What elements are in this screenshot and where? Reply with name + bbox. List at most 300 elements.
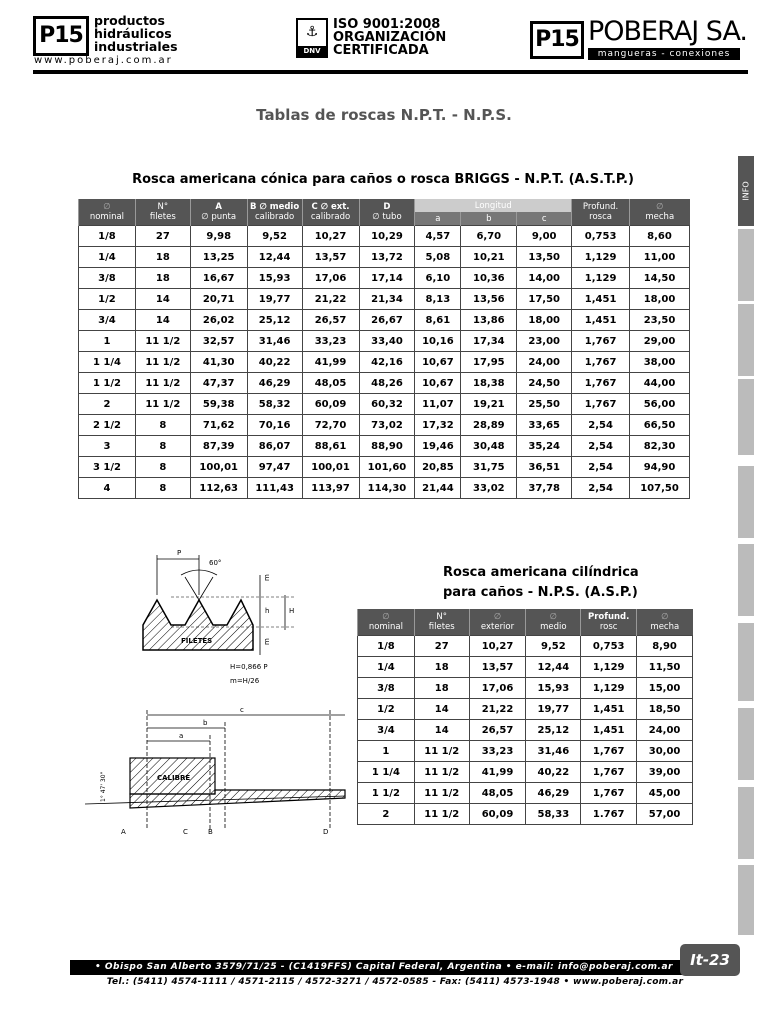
header-bottom: filetes xyxy=(428,622,455,632)
brand-subtitle: mangueras - conexiones xyxy=(588,48,740,60)
table-cell: 21,44 xyxy=(415,478,461,499)
table-row xyxy=(79,226,690,247)
table-cell: 40,22 xyxy=(247,352,302,373)
header-cell xyxy=(359,199,415,226)
header-top: N° xyxy=(436,612,448,622)
header-cell xyxy=(414,609,469,636)
table-cell: 59,38 xyxy=(190,394,247,415)
header-top: ∅ xyxy=(103,202,111,212)
table-cell: 1,129 xyxy=(572,247,630,268)
header-cell xyxy=(469,609,526,636)
website-text: www.poberaj.com.ar xyxy=(34,55,173,66)
header-top: ∅ xyxy=(661,612,669,622)
table-cell: 17,14 xyxy=(359,268,415,289)
header-cell xyxy=(358,609,415,636)
table-cell: 18 xyxy=(414,657,469,678)
table-cell: 9,52 xyxy=(526,636,581,657)
table-cell: 4 xyxy=(79,478,136,499)
table-cell: 45,00 xyxy=(637,783,693,804)
table-cell: 3/8 xyxy=(79,268,136,289)
table-cell: 1,767 xyxy=(572,394,630,415)
table-cell: 60,32 xyxy=(359,394,415,415)
table-cell: 21,22 xyxy=(302,289,359,310)
table-row xyxy=(358,636,693,657)
table-cell: 27 xyxy=(414,636,469,657)
company-line: productos xyxy=(94,13,165,28)
table-cell: 100,01 xyxy=(302,457,359,478)
thread-gauge-diagram xyxy=(75,700,355,850)
table-cell: 0,753 xyxy=(572,226,630,247)
table-cell: 11 1/2 xyxy=(135,373,190,394)
table-cell: 70,16 xyxy=(247,415,302,436)
table-cell: 24,00 xyxy=(637,720,693,741)
iso-line: CERTIFICADA xyxy=(333,43,429,58)
table-cell: 12,44 xyxy=(526,657,581,678)
table-cell: 11 1/2 xyxy=(135,394,190,415)
table-cell: 41,30 xyxy=(190,352,247,373)
table-cell: 1,129 xyxy=(572,268,630,289)
label-B: B xyxy=(208,828,213,836)
side-tab[interactable] xyxy=(737,303,755,377)
table-row xyxy=(79,478,690,499)
label-angle: 1° 47' 30" xyxy=(100,771,107,802)
table-cell: 10,29 xyxy=(359,226,415,247)
table-cell: 19,46 xyxy=(415,436,461,457)
company-line: hidráulicos xyxy=(94,26,172,41)
table-cell: 56,00 xyxy=(630,394,690,415)
company-logo-left: P15 xyxy=(33,16,89,56)
company-logo-right: P15 xyxy=(530,21,584,59)
table-cell: 1/2 xyxy=(79,289,136,310)
table-cell: 58,32 xyxy=(247,394,302,415)
table-cell: 2 xyxy=(358,804,415,825)
table-cell: 1,767 xyxy=(572,352,630,373)
table-cell: 14,00 xyxy=(517,268,572,289)
table-row xyxy=(79,247,690,268)
table-cell: 1,451 xyxy=(581,699,637,720)
label-a: a xyxy=(179,732,184,740)
table-cell: 11 1/2 xyxy=(414,762,469,783)
table-cell: 58,33 xyxy=(526,804,581,825)
table-cell: 1,767 xyxy=(581,783,637,804)
table-cell: 24,00 xyxy=(517,352,572,373)
header-cell xyxy=(637,609,693,636)
header-top: ∅ xyxy=(656,202,664,212)
table-cell: 111,43 xyxy=(247,478,302,499)
iso-certification-text xyxy=(333,18,446,57)
table-cell: 8 xyxy=(135,457,190,478)
table-row xyxy=(79,268,690,289)
table-cell: 1,451 xyxy=(572,310,630,331)
table-cell: 1/4 xyxy=(79,247,136,268)
table-cell: 19,77 xyxy=(247,289,302,310)
table-cell: 1,767 xyxy=(572,331,630,352)
table-cell: 12,44 xyxy=(247,247,302,268)
table-cell: 2,54 xyxy=(572,436,630,457)
table-cell: 11,07 xyxy=(415,394,461,415)
company-line: industriales xyxy=(94,39,178,54)
table-cell: 41,99 xyxy=(302,352,359,373)
table-cell: 1 xyxy=(358,741,415,762)
side-tab-info[interactable] xyxy=(737,155,755,227)
table-cell: 18,00 xyxy=(517,310,572,331)
table-cell: 25,12 xyxy=(247,310,302,331)
table-cell: 44,00 xyxy=(630,373,690,394)
table-cell: 1 1/2 xyxy=(358,783,415,804)
iso-line: ORGANIZACIÓN xyxy=(333,30,447,45)
header-bottom: exterior xyxy=(480,622,515,632)
table-cell: 15,93 xyxy=(247,268,302,289)
table-cell: 18 xyxy=(135,268,190,289)
side-tab[interactable] xyxy=(737,378,755,456)
table-cell: 3/4 xyxy=(358,720,415,741)
table-cell: 3 xyxy=(79,436,136,457)
label-C: C xyxy=(183,828,188,836)
table-cell: 20,85 xyxy=(415,457,461,478)
table-cell: 8,60 xyxy=(630,226,690,247)
table-cell: 32,57 xyxy=(190,331,247,352)
header-cell xyxy=(630,199,690,226)
table-cell: 33,65 xyxy=(517,415,572,436)
header-top: D xyxy=(383,202,391,212)
table-cell: 15,93 xyxy=(526,678,581,699)
table-cell: 13,56 xyxy=(461,289,517,310)
header-cell xyxy=(302,199,359,226)
table-row xyxy=(79,394,690,415)
header-cell xyxy=(190,199,247,226)
side-tab[interactable] xyxy=(737,786,755,860)
header-top: Profund. xyxy=(582,202,619,212)
table-cell: 11,50 xyxy=(637,657,693,678)
label-filetes: FILETES xyxy=(181,637,213,645)
table-cell: 18 xyxy=(135,247,190,268)
table-cell: 42,16 xyxy=(359,352,415,373)
table-cell: 39,00 xyxy=(637,762,693,783)
table-cell: 73,02 xyxy=(359,415,415,436)
table-cell: 48,05 xyxy=(302,373,359,394)
header-cell xyxy=(526,609,581,636)
table-cell: 97,47 xyxy=(247,457,302,478)
table-row xyxy=(79,373,690,394)
label-p: P xyxy=(177,549,182,557)
table-cell: 1 1/2 xyxy=(79,373,136,394)
page-title: Tablas de roscas N.P.T. - N.P.S. xyxy=(256,106,512,124)
header-bottom: calibrado xyxy=(254,212,295,222)
dnv-label: DNV xyxy=(298,46,326,56)
table-cell: 10,21 xyxy=(461,247,517,268)
header-bottom: rosc xyxy=(599,622,618,632)
table-cell: 1,767 xyxy=(572,373,630,394)
table-cell: 1/8 xyxy=(358,636,415,657)
header-cell-longitud xyxy=(415,199,572,212)
table-cell: 0,753 xyxy=(581,636,637,657)
table-row xyxy=(79,436,690,457)
table-cell: 5,08 xyxy=(415,247,461,268)
table-cell: 72,70 xyxy=(302,415,359,436)
table-cell: 33,23 xyxy=(302,331,359,352)
table-cell: 46,29 xyxy=(247,373,302,394)
table-cell: 41,99 xyxy=(469,762,526,783)
table-cell: 14 xyxy=(135,289,190,310)
header-bottom: mecha xyxy=(645,212,675,222)
formula-2: m=H/26 xyxy=(230,677,260,685)
table-cell: 2 xyxy=(79,394,136,415)
table-cell: 112,63 xyxy=(190,478,247,499)
table-cell: 88,90 xyxy=(359,436,415,457)
nps-thread-table xyxy=(357,609,693,825)
table-cell: 26,02 xyxy=(190,310,247,331)
table-row xyxy=(358,678,693,699)
table1-title: Rosca americana cónica para caños o rosca BRIGGS - N.P.T. (A.S.T.P.) xyxy=(132,172,634,187)
side-tab[interactable] xyxy=(737,543,755,617)
table-cell: 17,50 xyxy=(517,289,572,310)
label-m-bottom: m xyxy=(263,638,271,645)
table-cell: 1/8 xyxy=(79,226,136,247)
table-cell: 107,50 xyxy=(630,478,690,499)
label-calibre: CALIBRE xyxy=(157,774,191,782)
table-cell: 37,78 xyxy=(517,478,572,499)
table-row xyxy=(79,457,690,478)
header-top: B ∅ medio xyxy=(250,202,300,212)
subheader-a: a xyxy=(415,212,461,226)
table-cell: 3/4 xyxy=(79,310,136,331)
footer-contact: Tel.: (5411) 4574-1111 / 4571-2115 / 4572-3271 / 4572-0585 - Fax: (5411) 4573-1948 • www.poberaj.com.ar xyxy=(106,977,684,987)
header-top: Longitud xyxy=(474,200,512,211)
table-cell: 101,60 xyxy=(359,457,415,478)
table-cell: 35,24 xyxy=(517,436,572,457)
table-cell: 31,46 xyxy=(526,741,581,762)
table-cell: 71,62 xyxy=(190,415,247,436)
table-cell: 1,767 xyxy=(581,762,637,783)
footer-address: • Obispo San Alberto 3579/71/25 - (C1419FFS) Capital Federal, Argentina • e-mail: info@poberaj.com.ar xyxy=(70,960,698,975)
table-cell: 23,00 xyxy=(517,331,572,352)
table-cell: 1,451 xyxy=(581,720,637,741)
header-bottom: ∅ punta xyxy=(201,212,237,222)
header-top: ∅ xyxy=(493,612,502,622)
table-cell: 26,57 xyxy=(469,720,526,741)
iso-line: ISO 9001:2008 xyxy=(333,17,441,32)
table-cell: 9,00 xyxy=(517,226,572,247)
table-cell: 46,29 xyxy=(526,783,581,804)
table-cell: 3 1/2 xyxy=(79,457,136,478)
table-cell: 10,27 xyxy=(469,636,526,657)
table-cell: 8,61 xyxy=(415,310,461,331)
table-cell: 30,00 xyxy=(637,741,693,762)
table-cell: 17,34 xyxy=(461,331,517,352)
table-cell: 11 1/2 xyxy=(135,352,190,373)
table-cell: 6,10 xyxy=(415,268,461,289)
header-top: A xyxy=(215,202,222,212)
table-cell: 18 xyxy=(414,678,469,699)
table-row xyxy=(358,804,693,825)
npt-thread-table xyxy=(78,199,690,499)
table-cell: 27 xyxy=(135,226,190,247)
table-row xyxy=(79,352,690,373)
table-row xyxy=(79,331,690,352)
table-cell: 3/8 xyxy=(358,678,415,699)
table-cell: 19,21 xyxy=(461,394,517,415)
header-divider xyxy=(33,70,748,74)
table-cell: 13,57 xyxy=(469,657,526,678)
table-cell: 21,34 xyxy=(359,289,415,310)
thread-profile-diagram xyxy=(135,545,310,690)
table-cell: 9,98 xyxy=(190,226,247,247)
header-top: C ∅ ext. xyxy=(311,202,350,212)
table-row xyxy=(79,310,690,331)
table-row xyxy=(358,657,693,678)
table-cell: 57,00 xyxy=(637,804,693,825)
table-cell: 33,23 xyxy=(469,741,526,762)
table-row xyxy=(79,415,690,436)
table-cell: 19,77 xyxy=(526,699,581,720)
brand-name: POBERAJ SA. xyxy=(588,16,748,47)
header-bottom: nominal xyxy=(89,212,125,222)
header-cell xyxy=(135,199,190,226)
table-cell: 38,00 xyxy=(630,352,690,373)
header-bottom: nominal xyxy=(368,622,403,632)
table-cell: 2,54 xyxy=(572,415,630,436)
header-cell xyxy=(572,199,630,226)
table-cell: 87,39 xyxy=(190,436,247,457)
table-cell: 1,451 xyxy=(572,289,630,310)
header-bottom: filetes xyxy=(149,212,176,222)
header-top: N° xyxy=(157,202,169,212)
table-cell: 47,37 xyxy=(190,373,247,394)
formula-1: H=0,866 P xyxy=(230,663,268,671)
table-cell: 13,86 xyxy=(461,310,517,331)
table-cell: 2 1/2 xyxy=(79,415,136,436)
table-cell: 8 xyxy=(135,415,190,436)
table-cell: 1/2 xyxy=(358,699,415,720)
table-cell: 9,52 xyxy=(247,226,302,247)
table-cell: 8 xyxy=(135,478,190,499)
table-cell: 17,95 xyxy=(461,352,517,373)
table-cell: 25,50 xyxy=(517,394,572,415)
table-row xyxy=(358,783,693,804)
table-row xyxy=(358,720,693,741)
side-tab[interactable] xyxy=(737,864,755,936)
table2-title-line: para caños - N.P.S. (A.S.P.) xyxy=(443,585,638,600)
table2-title-line: Rosca americana cilíndrica xyxy=(443,565,639,580)
table-cell: 31,46 xyxy=(247,331,302,352)
table-cell: 25,12 xyxy=(526,720,581,741)
table-cell: 13,72 xyxy=(359,247,415,268)
table-cell: 11 1/2 xyxy=(414,741,469,762)
table-cell: 8,13 xyxy=(415,289,461,310)
table-cell: 2,54 xyxy=(572,478,630,499)
table-cell: 1,129 xyxy=(581,657,637,678)
header-bottom: calibrado xyxy=(310,212,351,222)
table1-header-row xyxy=(79,199,690,212)
table-cell: 33,40 xyxy=(359,331,415,352)
table-cell: 8,90 xyxy=(637,636,693,657)
table-cell: 1 1/4 xyxy=(358,762,415,783)
table-cell: 17,32 xyxy=(415,415,461,436)
table-cell: 48,26 xyxy=(359,373,415,394)
table-cell: 14,50 xyxy=(630,268,690,289)
label-m-top: m xyxy=(263,574,271,581)
header-top: ∅ xyxy=(382,612,390,622)
table-cell: 13,57 xyxy=(302,247,359,268)
table-cell: 11 1/2 xyxy=(414,783,469,804)
header-bottom: ∅ tubo xyxy=(372,212,402,222)
table-cell: 66,50 xyxy=(630,415,690,436)
header-top: ∅ xyxy=(549,612,558,622)
table-cell: 10,36 xyxy=(461,268,517,289)
table-row xyxy=(358,741,693,762)
table-cell: 13,25 xyxy=(190,247,247,268)
table-cell: 28,89 xyxy=(461,415,517,436)
table-cell: 40,22 xyxy=(526,762,581,783)
label-H: H xyxy=(289,607,295,615)
table-cell: 60,09 xyxy=(469,804,526,825)
table-row xyxy=(358,762,693,783)
table-cell: 36,51 xyxy=(517,457,572,478)
header-bottom: medio xyxy=(540,622,567,632)
iso-certification-icon: ⚓ DNV xyxy=(296,18,328,58)
table-cell: 11 1/2 xyxy=(414,804,469,825)
table-cell: 16,67 xyxy=(190,268,247,289)
table2-header-row xyxy=(358,609,693,636)
header-cell xyxy=(247,199,302,226)
table-cell: 1 xyxy=(79,331,136,352)
table-cell: 14 xyxy=(414,720,469,741)
table-cell: 48,05 xyxy=(469,783,526,804)
header-cell xyxy=(79,199,136,226)
table-cell: 15,00 xyxy=(637,678,693,699)
table-cell: 30,48 xyxy=(461,436,517,457)
table-row xyxy=(79,289,690,310)
table-cell: 31,75 xyxy=(461,457,517,478)
side-tab[interactable] xyxy=(737,622,755,702)
label-D: D xyxy=(323,828,329,836)
table-cell: 1,129 xyxy=(581,678,637,699)
side-tab[interactable] xyxy=(737,707,755,781)
table-cell: 10,67 xyxy=(415,373,461,394)
table-cell: 10,27 xyxy=(302,226,359,247)
table-cell: 11,00 xyxy=(630,247,690,268)
table-cell: 13,50 xyxy=(517,247,572,268)
company-name xyxy=(94,14,178,53)
table-cell: 33,02 xyxy=(461,478,517,499)
table-cell: 1.767 xyxy=(581,804,637,825)
header-top: Profund. xyxy=(588,612,630,622)
table-cell: 1/4 xyxy=(358,657,415,678)
table-cell: 86,07 xyxy=(247,436,302,457)
table-cell: 20,71 xyxy=(190,289,247,310)
side-tab[interactable] xyxy=(737,228,755,302)
table-cell: 26,57 xyxy=(302,310,359,331)
table-cell: 17,06 xyxy=(302,268,359,289)
subheader-c: c xyxy=(517,212,572,226)
label-A: A xyxy=(121,828,126,836)
table-cell: 29,00 xyxy=(630,331,690,352)
table-cell: 100,01 xyxy=(190,457,247,478)
side-tab[interactable] xyxy=(737,465,755,539)
table-cell: 26,67 xyxy=(359,310,415,331)
table-cell: 8 xyxy=(135,436,190,457)
table-cell: 23,50 xyxy=(630,310,690,331)
table-cell: 24,50 xyxy=(517,373,572,394)
table-cell: 2,54 xyxy=(572,457,630,478)
table-cell: 88,61 xyxy=(302,436,359,457)
label-h: h xyxy=(265,607,270,615)
table-cell: 18,50 xyxy=(637,699,693,720)
table-cell: 1 1/4 xyxy=(79,352,136,373)
table-row xyxy=(358,699,693,720)
table-cell: 14 xyxy=(414,699,469,720)
label-c: c xyxy=(240,706,244,714)
